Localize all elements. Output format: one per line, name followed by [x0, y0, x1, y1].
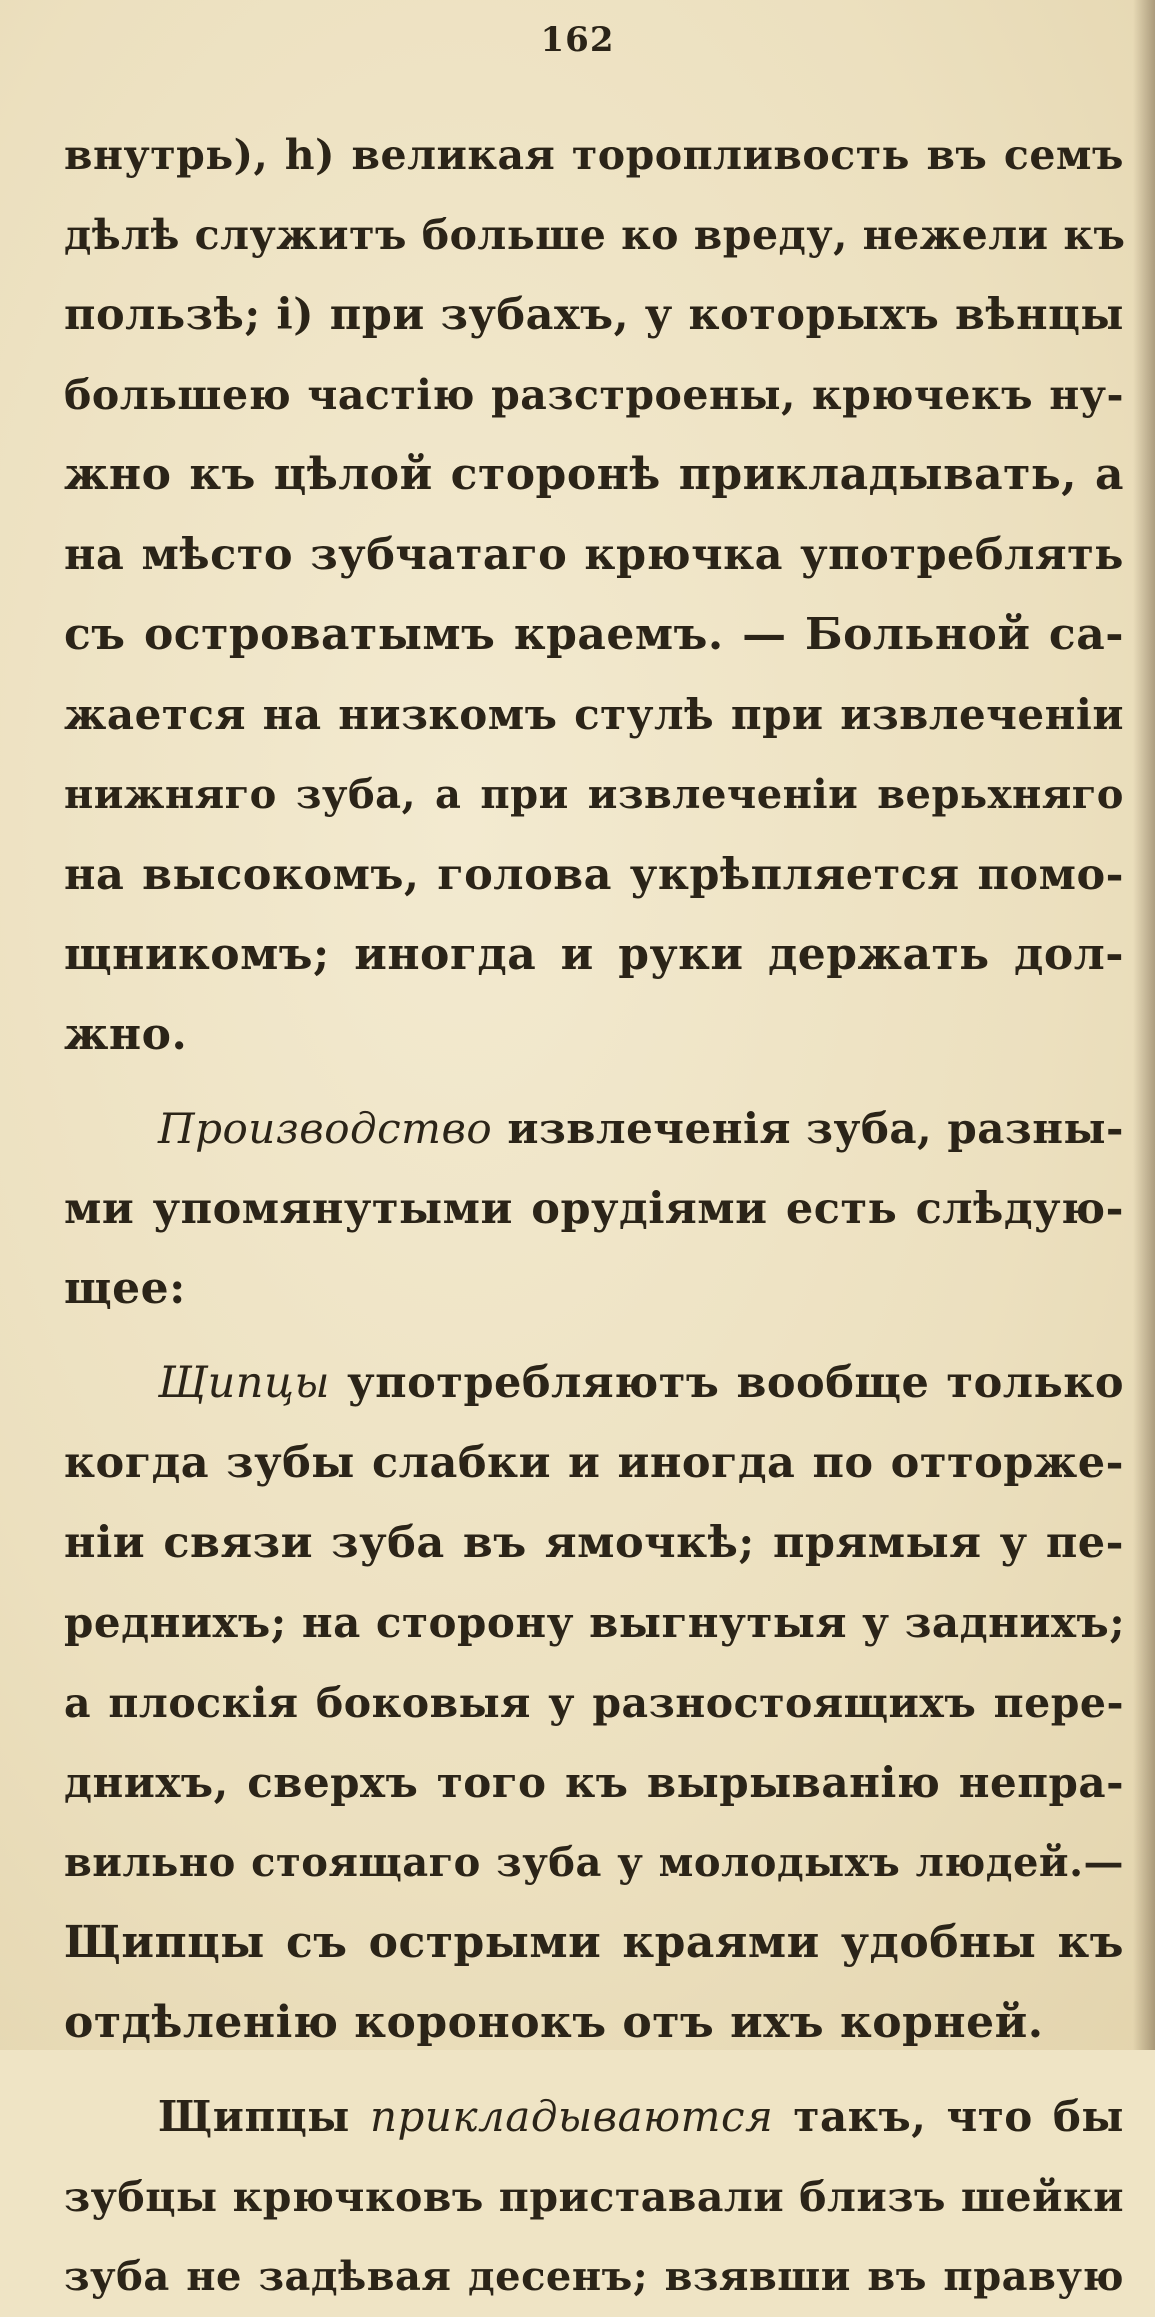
- text-line: реднихъ; на сторону выгнутыя у заднихъ;: [64, 1598, 1126, 1647]
- text-line: зуба не задѣвая десенъ; взявши въ правую: [64, 2253, 1124, 2300]
- text-line: когда зубы слабки и иногда по отторже-: [64, 1438, 1124, 1488]
- text-line: вильно стоящаго зуба у молодыхъ людей.—: [64, 1839, 1124, 1886]
- text-line: а плоскія боковыя у разностоящихъ пере-: [64, 1679, 1124, 1727]
- paragraph-start: [64, 1343, 1124, 1423]
- paragraph-start: [64, 2077, 1124, 2157]
- text-line: жно.: [64, 1009, 188, 1060]
- emphasis-text: прикладываются: [369, 2092, 774, 2141]
- text-span: извлеченія зуба, разны-: [492, 1104, 1124, 1153]
- text-span: Щипцы: [158, 2092, 370, 2141]
- page-number: 162: [540, 20, 615, 60]
- text-line: щникомъ; иногда и руки держать дол-: [64, 929, 1124, 980]
- text-line: отдѣленію коронокъ отъ ихъ корней.: [64, 1997, 1044, 2048]
- text-line: жно къ цѣлой сторонѣ прикладывать, а: [64, 449, 1124, 500]
- text-line: внутрь), h) великая торопливость въ семъ: [64, 131, 1124, 179]
- text-line: на мѣсто зубчатаго крючка употреблять: [64, 530, 1124, 580]
- text-line: жается на низкомъ стулѣ при извлеченіи: [64, 690, 1124, 739]
- paragraph-start: [64, 1089, 1124, 1169]
- text-line: щее:: [64, 1263, 186, 1314]
- text-line: пользѣ; i) при зубахъ, у которыхъ вѣнцы: [64, 290, 1124, 340]
- emphasis-text: Производство: [158, 1104, 493, 1153]
- text-line: Щипцы съ острыми краями удобны къ: [64, 1917, 1124, 1968]
- emphasis-text: Щипцы: [158, 1358, 330, 1408]
- text-line: нижняго зуба, а при извлеченіи верьхняго: [64, 771, 1124, 818]
- body-text: [64, 115, 1124, 2317]
- text-line: дѣлѣ служитъ больше ко вреду, нежели къ: [64, 211, 1126, 259]
- text-line: зубцы крючковъ приставали близъ шейки: [64, 2173, 1124, 2221]
- text-span: употребляютъ вообще только: [329, 1358, 1124, 1408]
- text-line: ніи связи зуба въ ямочкѣ; прямыя у пе-: [64, 1518, 1124, 1568]
- text-line: на высокомъ, голова укрѣпляется помо-: [64, 850, 1124, 900]
- text-line: съ островатымъ краемъ. — Больной са-: [64, 609, 1124, 660]
- text-span: такъ, что бы: [773, 2092, 1125, 2141]
- page-edge-shadow: [1133, 0, 1155, 2050]
- text-line: ми упомянутыми орудіями есть слѣдую-: [64, 1184, 1124, 1234]
- text-line: большею частію разстроены, крючекъ ну-: [64, 371, 1124, 419]
- text-line: днихъ, сверхъ того къ вырыванію непра-: [64, 1758, 1124, 1807]
